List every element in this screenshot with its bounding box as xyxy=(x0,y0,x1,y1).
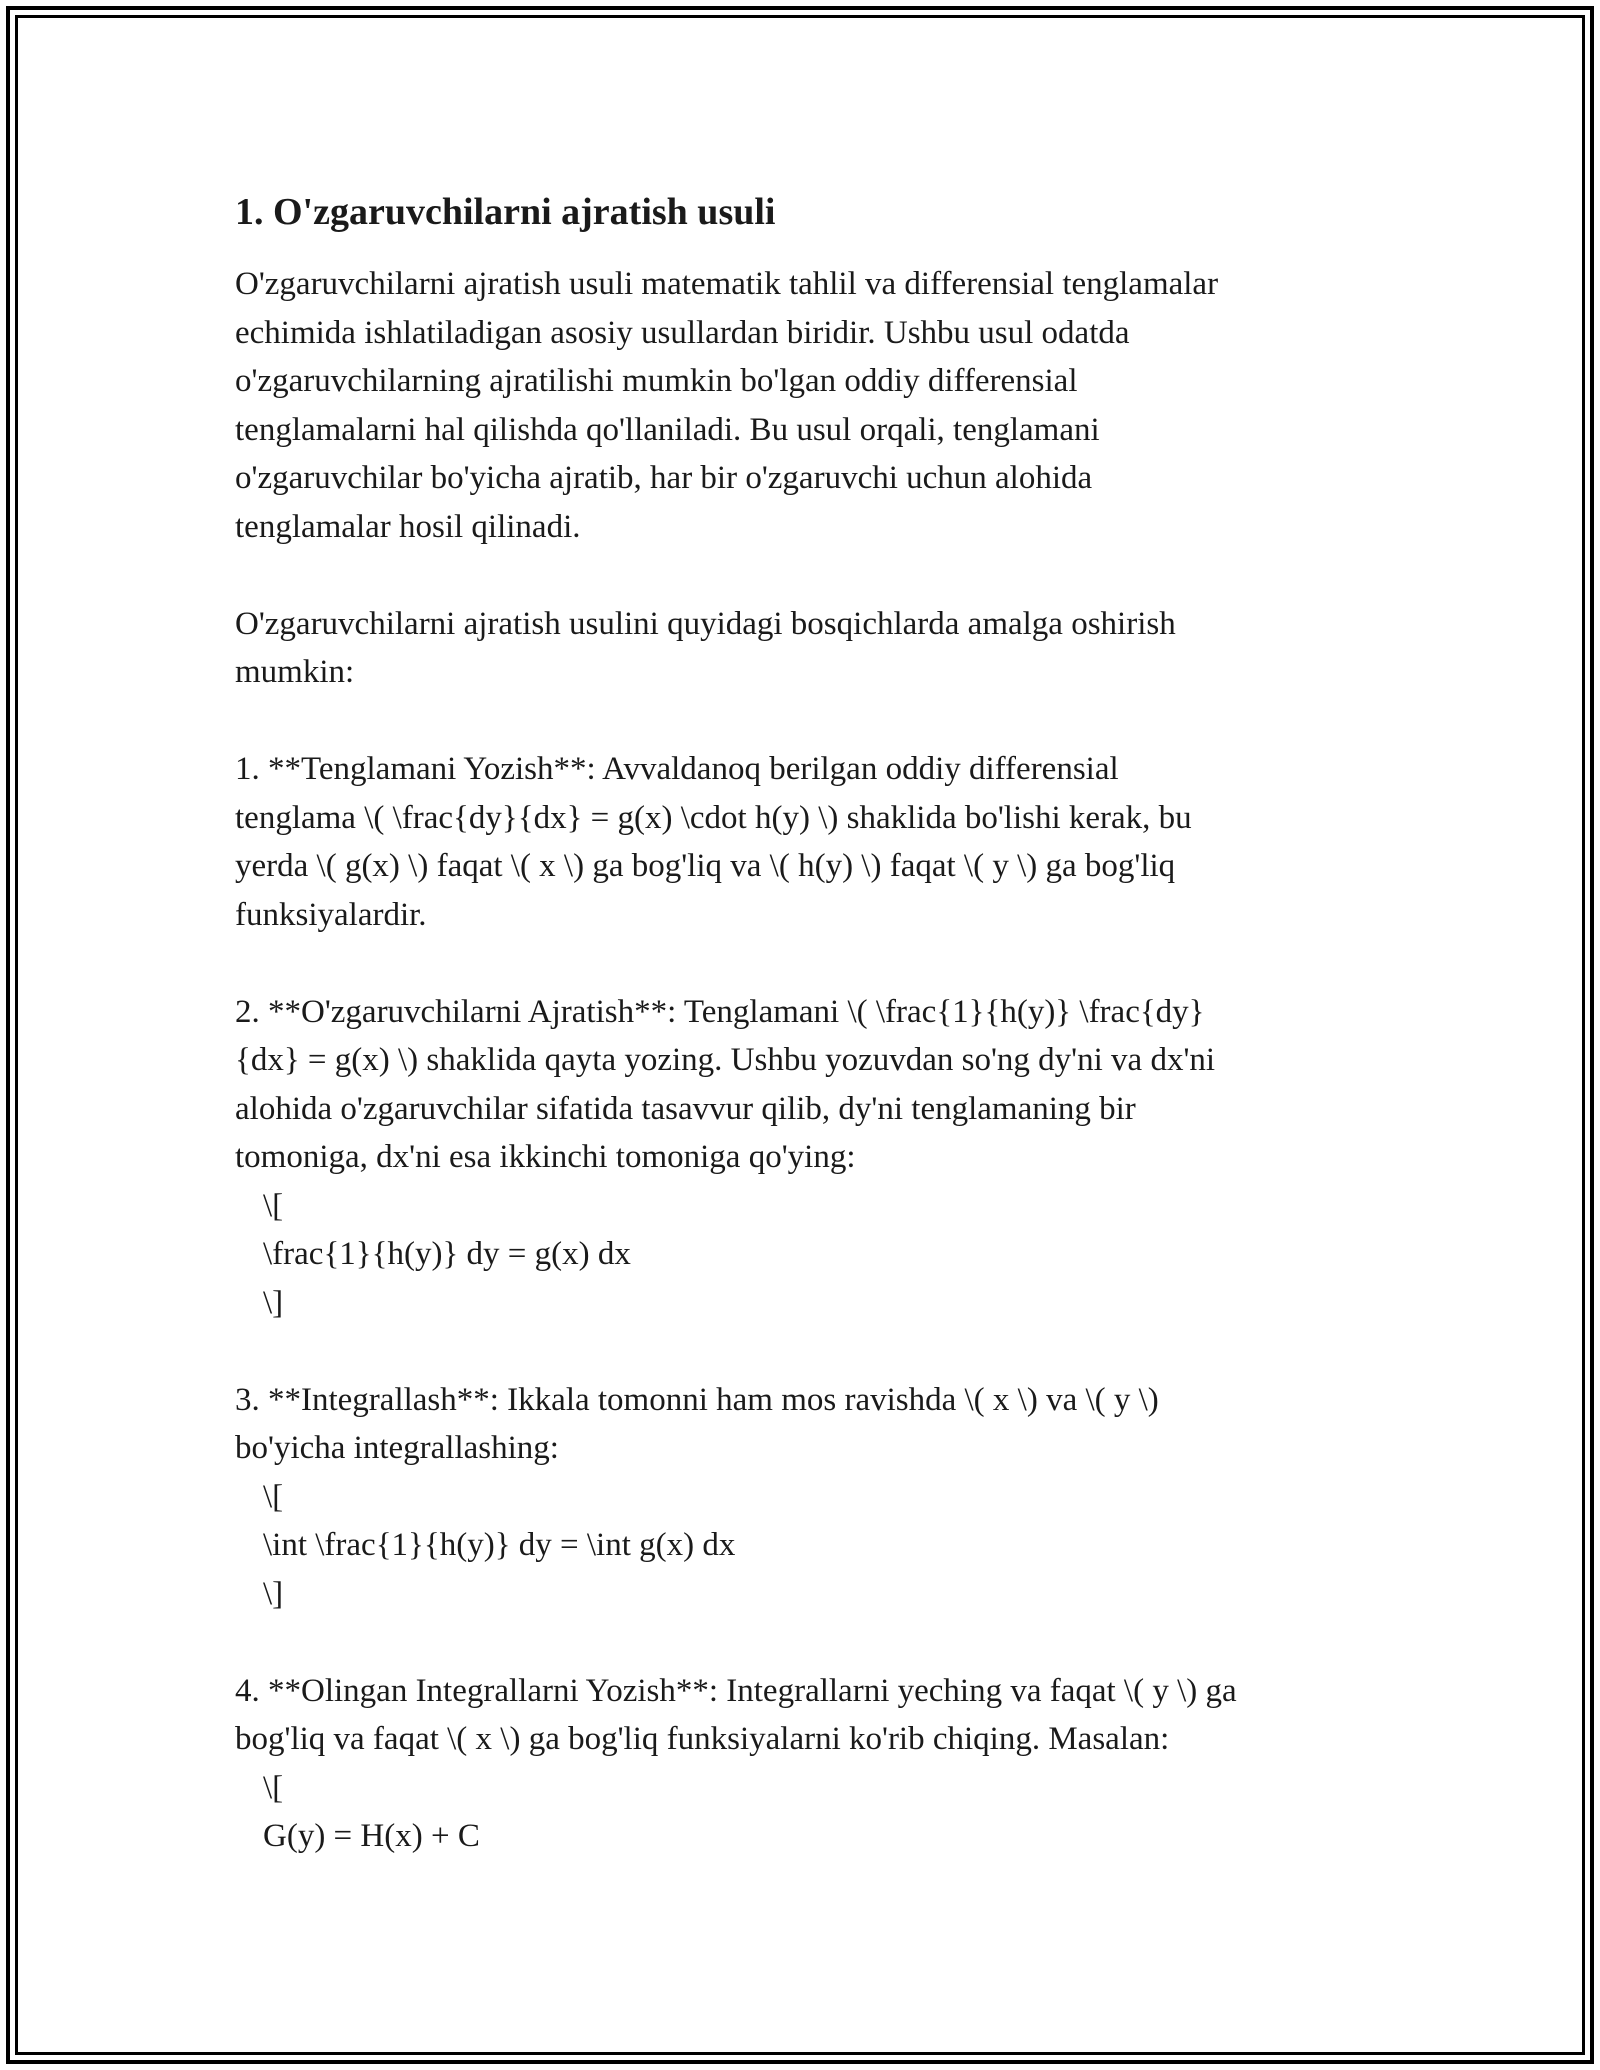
text-line: bog'liq va faqat \( x \) ga bog'liq funksiyalarni ko'rib chiqing. Masalan: xyxy=(235,1721,1170,1757)
step-2-paragraph xyxy=(235,988,1365,1328)
text-line: 4. **Olingan Integrallarni Yozish**: Integrallarni yeching va faqat \( y \) ga xyxy=(235,1672,1237,1709)
text-line: tenglamalar hosil qilinadi. xyxy=(235,508,581,545)
step-4-paragraph xyxy=(235,1667,1365,1861)
text-line: 2. **O'zgaruvchilarni Ajratish**: Tenglamani \( \frac{1}{h(y)} \frac{dy} xyxy=(235,993,1205,1030)
text-line: o'zgaruvchilar bo'yicha ajratib, har bir o'zgaruvchi uchun alohida xyxy=(235,460,1093,496)
formula-line: \[ xyxy=(263,1478,284,1515)
text-line: tenglamalarni hal qilishda qo'llaniladi. Bu usul orqali, tenglamani xyxy=(235,411,1100,448)
text-line: O'zgaruvchilarni ajratish usulini quyidagi bosqichlarda amalga oshirish xyxy=(235,605,1176,642)
text-line: echimida ishlatiladigan asosiy usullardan biridir. Ushbu usul odatda xyxy=(235,314,1130,351)
text-line: 3. **Integrallash**: Ikkala tomonni ham mos ravishda \( x \) va \( y \) xyxy=(235,1381,1159,1418)
intro-paragraph xyxy=(235,260,1365,551)
formula-line: \] xyxy=(263,1284,284,1321)
paragraph-gap xyxy=(235,1618,1365,1667)
section-heading: 1. O'zgaruvchilarni ajratish usuli xyxy=(235,191,776,233)
text-line: 1. **Tenglamani Yozish**: Avvaldanoq berilgan oddiy differensial xyxy=(235,751,1119,787)
text-line: {dx} = g(x) \) shaklida qayta yozing. Ushbu yozuvdan so'ng dy'ni va dx'ni xyxy=(235,1042,1216,1078)
document-body xyxy=(235,186,1365,1861)
text-line: funksiyalardir. xyxy=(235,896,427,933)
paragraph-gap xyxy=(235,551,1365,600)
step-1-paragraph xyxy=(235,745,1365,939)
paragraph-gap xyxy=(235,1327,1365,1376)
step-3-paragraph xyxy=(235,1376,1365,1619)
formula-line: \[ xyxy=(263,1187,284,1224)
text-line: O'zgaruvchilarni ajratish usuli matematik tahlil va differensial tenglamalar xyxy=(235,266,1219,302)
text-line: o'zgaruvchilarning ajratilishi mumkin bo'lgan oddiy differensial xyxy=(235,363,1078,399)
formula-line: \int \frac{1}{h(y)} dy = \int g(x) dx xyxy=(263,1527,736,1563)
formula-line: G(y) = H(x) + C xyxy=(263,1818,480,1854)
text-line: alohida o'zgaruvchilar sifatida tasavvur qilib, dy'ni tenglamaning bir xyxy=(235,1090,1136,1127)
steps-intro-paragraph xyxy=(235,600,1365,697)
paragraph-gap xyxy=(235,697,1365,746)
text-line: tomoniga, dx'ni esa ikkinchi tomoniga qo'ying: xyxy=(235,1139,856,1175)
text-line: bo'yicha integrallashing: xyxy=(235,1430,559,1466)
formula-line: \[ xyxy=(263,1769,284,1806)
formula-line: \frac{1}{h(y)} dy = g(x) dx xyxy=(263,1236,631,1272)
formula-line: \] xyxy=(263,1575,284,1612)
text-line: tenglama \( \frac{dy}{dx} = g(x) \cdot h(y) \) shaklida bo'lishi kerak, bu xyxy=(235,799,1192,836)
text-line: yerda \( g(x) \) faqat \( x \) ga bog'liq va \( h(y) \) faqat \( y \) ga bog'liq xyxy=(235,848,1176,884)
paragraph-gap xyxy=(235,939,1365,988)
text-line: mumkin: xyxy=(235,654,355,690)
